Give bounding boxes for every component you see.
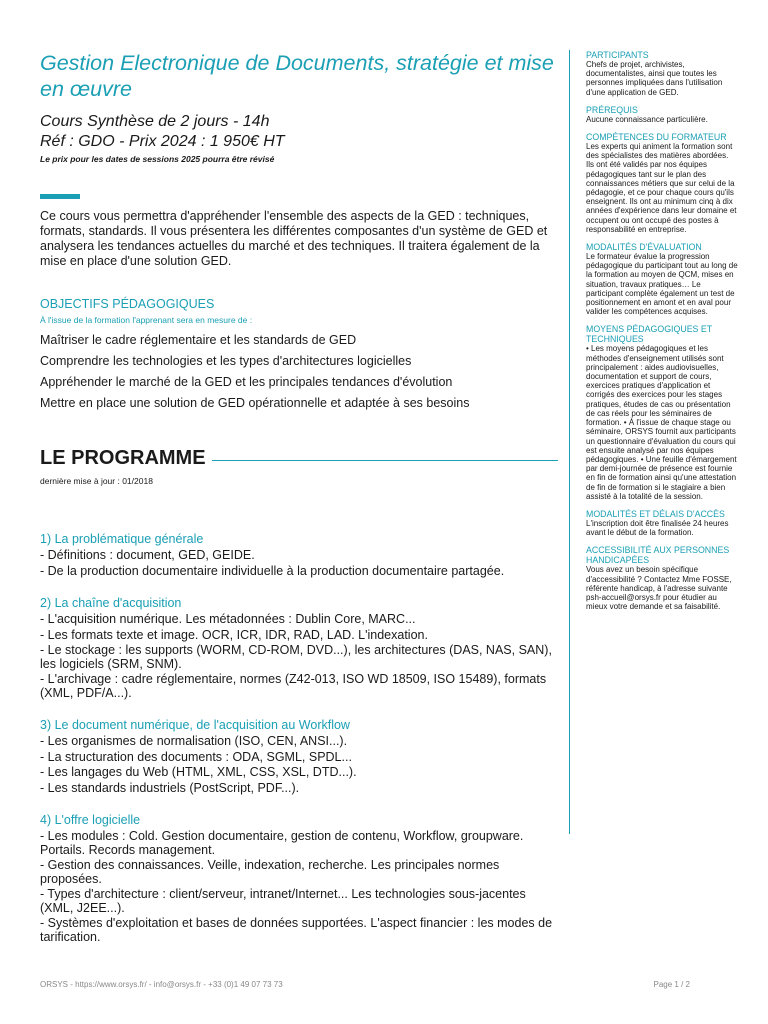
programme-title: LE PROGRAMME [40, 447, 206, 469]
price-note: Le prix pour les dates de sessions 2025 pourra être révisé [40, 154, 275, 164]
page-number: Page 1 / 2 [653, 980, 690, 989]
objective-item: Appréhender le marché de la GED et les principales tendances d'évolution [40, 375, 453, 389]
sidebar-evaluation [586, 242, 738, 316]
programme-header [40, 447, 558, 470]
module-title: 1) La problématique générale [40, 532, 204, 546]
sidebar-title: PARTICIPANTS [586, 50, 649, 60]
objectives-title: OBJECTIFS PÉDAGOGIQUES [40, 297, 215, 311]
module-items [40, 830, 558, 944]
sidebar-title: COMPÉTENCES DU FORMATEUR [586, 132, 727, 143]
course-reference: Réf : GDO - Prix 2024 : 1 950€ HT [40, 133, 285, 150]
sidebar-accessibility [586, 545, 738, 611]
module-items [40, 549, 558, 578]
sidebar-title: MODALITÉS ET DÉLAIS D'ACCÈS [586, 508, 725, 519]
sidebar-text: Chefs de projet, archivistes, documentalistes, ainsi que toutes les personnes impliquées dans l'utilisation d'une application de GED. [586, 60, 723, 97]
module-item: - L'acquisition numérique. Les métadonnées : Dublin Core, MARC... [40, 612, 416, 626]
module-title: 2) La chaîne d'acquisition [40, 596, 182, 610]
module-item: - Les formats texte et image. OCR, ICR, IDR, RAD, LAD. L'indexation. [40, 627, 428, 642]
sidebar-text: L'inscription doit être finalisée 24 heures avant le début de la formation. [586, 518, 729, 538]
module-items [40, 735, 558, 795]
objective-item: Mettre en place une solution de GED opérationnelle et adaptée à ses besoins [40, 396, 470, 410]
sidebar-teaching-means [586, 324, 738, 500]
sidebar-text: Vous avez un besoin spécifique d'accessibilité ? Contactez Mme FOSSE, référente handicap, à l'adresse suivante psh-accueil@orsys.fr pour étudier au mieux votre demande et sa faisabilité. [586, 565, 732, 612]
course-title: Gestion Electronique de Documents, stratégie et mise en œuvre [40, 51, 554, 101]
main-content [40, 50, 558, 946]
module-title: 3) Le document numérique, de l'acquisition au Workflow [40, 718, 350, 732]
module-item: - Définitions : document, GED, GEIDE. [40, 548, 255, 562]
footer-contact: ORSYS - https://www.orsys.fr/ - info@orsys.fr - +33 (0)1 49 07 73 73 [40, 980, 283, 989]
sidebar-title: ACCESSIBILITÉ AUX PERSONNES HANDICAPÉES [586, 545, 730, 566]
module-item: - Les langages du Web (HTML, XML, CSS, XSL, DTD...). [40, 765, 357, 779]
module-item: - La structuration des documents : ODA, SGML, SPDL... [40, 749, 352, 764]
module-item: - Le stockage : les supports (WORM, CD-ROM, DVD...), les architectures (DAS, NAS, SAN), les logiciels (SRM, SNM). [40, 643, 552, 671]
module-item: - Les modules : Cold. Gestion documentaire, gestion de contenu, Workflow, groupware. Portails. Records management. [40, 829, 524, 857]
sidebar-trainer-skills [586, 132, 738, 234]
page-footer [40, 980, 690, 989]
sidebar-text: Le formateur évalue la progression pédagogique du participant tout au long de la formation au moyen de QCM, mises en situation, travaux pratiques… Le participant complète également un test de positionnement en amont et en aval pour valider les compétences acquises. [586, 252, 738, 317]
sidebar-participants [586, 50, 738, 97]
module-item: - Les standards industriels (PostScript, PDF...). [40, 780, 300, 795]
sidebar-title: PRÉREQUIS [586, 104, 638, 115]
module-item: - Gestion des connaissances. Veille, indexation, recherche. Les principales normes proposées. [40, 858, 500, 886]
sidebar-prerequisites [586, 105, 738, 124]
accent-bar [40, 194, 80, 199]
objectives-subtitle: À l'issue de la formation l'apprenant sera en mesure de : [40, 315, 253, 325]
module-1 [40, 532, 558, 578]
info-sidebar [569, 50, 738, 834]
programme-divider [212, 460, 558, 461]
programme-updated: dernière mise à jour : 01/2018 [40, 476, 153, 486]
objective-item: Maîtriser le cadre réglementaire et les standards de GED [40, 333, 357, 347]
objectives-list [40, 333, 558, 411]
module-2 [40, 596, 558, 700]
programme-modules [40, 532, 558, 944]
objective-item: Comprendre les technologies et les types d'architectures logicielles [40, 354, 412, 368]
sidebar-text: Aucune connaissance particulière. [586, 114, 708, 124]
module-title: 4) L'offre logicielle [40, 813, 141, 827]
module-item: - L'archivage : cadre réglementaire, normes (Z42-013, ISO WD 18509, ISO 15489), formats (XML, PDF/A...). [40, 672, 547, 700]
sidebar-title: MOYENS PÉDAGOGIQUES ET TECHNIQUES [586, 324, 712, 345]
sidebar-title: MODALITÉS D'ÉVALUATION [586, 242, 702, 253]
module-4 [40, 813, 558, 944]
module-3 [40, 718, 558, 795]
module-items [40, 613, 558, 700]
intro-paragraph: Ce cours vous permettra d'appréhender l'ensemble des aspects de la GED : techniques, formats, standards. Il vous présentera les différentes composantes d'un système de GED et analysera les tendances actuelles du marché et des techniques. Il traitera également de la mise en place d'une solution GED. [40, 209, 548, 268]
sidebar-text: • Les moyens pédagogiques et les méthodes d'enseignement utilisés sont principalement : aides audiovisuelles, documentation et support de cours, exercices pratiques d'application et corrigés des exercices pour les stages pratiques, études de cas ou présentation de cas réels pour les séminaires de formation. • À l'issue de chaque stage ou séminaire, ORSYS fournit aux participants un questionnaire d'évaluation du cours qui est ensuite analysé par nos équipes pédagogiques. • Une feuille d'émargement par demi-journée de présence est fournie en fin de formation ainsi qu'une attestation de fin de formation si le stagiaire a bien assisté à la totalité de la session. [586, 344, 737, 501]
sidebar-access [586, 509, 738, 537]
module-item: - De la production documentaire individuelle à la production documentaire partagée. [40, 563, 505, 578]
module-item: - Types d'architecture : client/serveur, intranet/Internet... Les technologies sous-jacentes (XML, J2EE...). [40, 887, 526, 915]
module-item: - Les organismes de normalisation (ISO, CEN, ANSI...). [40, 734, 348, 748]
course-duration: Cours Synthèse de 2 jours - 14h [40, 113, 270, 130]
sidebar-text: Les experts qui animent la formation sont des spécialistes des matières abordées. Ils ont été validés par nos équipes pédagogiques tant sur le plan des connaissances métiers que sur celui de la pédagogie, et ce pour chaque cours qu'ils enseignent. Ils ont au minimum cinq à dix années d'expérience dans leur domaine et occupent ou ont occupé des postes à responsabilité en entreprise. [586, 142, 737, 234]
module-item: - Systèmes d'exploitation et bases de données supportées. L'aspect financier : les modes de tarification. [40, 916, 553, 944]
